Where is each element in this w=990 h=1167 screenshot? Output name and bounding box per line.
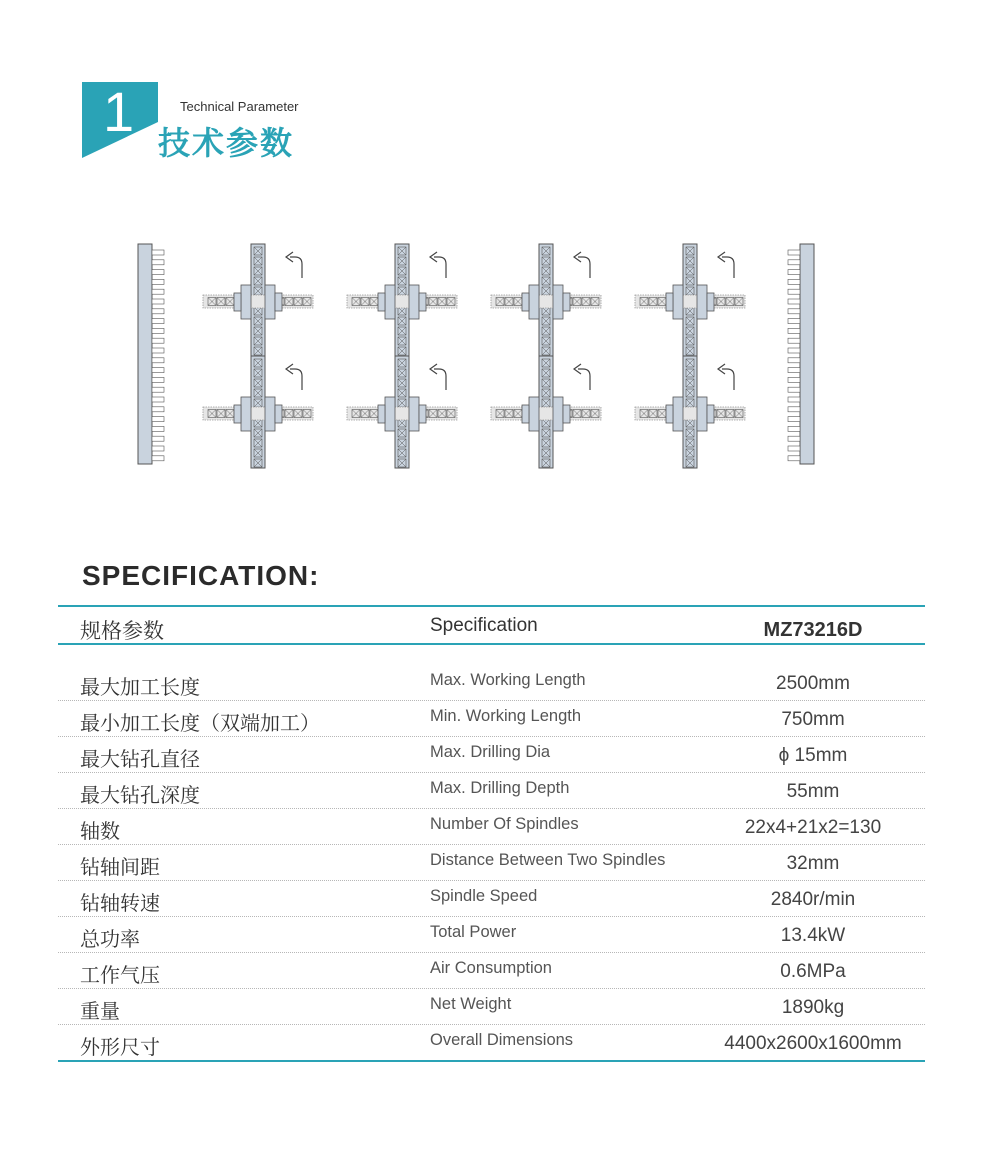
rotate-arrow-icon — [722, 257, 734, 278]
row-cn: 轴数 — [80, 819, 120, 843]
rotate-arrow-icon — [434, 369, 446, 390]
rotate-arrow-icon — [434, 257, 446, 278]
row-cn: 最大钻孔直径 — [80, 747, 200, 771]
row-value: 2500mm — [776, 673, 850, 694]
table-row — [58, 917, 925, 953]
row-cn: 最大加工长度 — [80, 675, 200, 699]
rotate-arrow-icon — [578, 257, 590, 278]
row-en: Max. Drilling Dia — [430, 743, 551, 761]
row-cn: 钻轴间距 — [80, 855, 160, 879]
row-value: 1890kg — [781, 997, 845, 1018]
row-en: Overall Dimensions — [430, 1031, 574, 1049]
row-cn: 最大钻孔深度 — [80, 783, 200, 807]
table-bottom-rule — [58, 1060, 925, 1062]
drill-head-horizontal — [491, 295, 601, 308]
row-cn: 最小加工长度（双端加工） — [80, 711, 320, 735]
drill-head-horizontal — [491, 407, 601, 420]
specification-table — [58, 605, 925, 1062]
row-en: Spindle Speed — [430, 887, 538, 905]
table-row — [58, 1025, 925, 1060]
rotate-arrow-icon — [290, 369, 302, 390]
header-en: Specification — [430, 615, 538, 636]
row-cn: 总功率 — [80, 927, 140, 951]
drill-head-horizontal — [203, 407, 313, 420]
row-en: Max. Drilling Depth — [430, 779, 570, 797]
row-value: 55mm — [786, 781, 840, 802]
row-en: Distance Between Two Spindles — [430, 851, 666, 869]
drill-head-horizontal — [347, 407, 457, 420]
row-value: 32mm — [786, 853, 840, 874]
table-row — [58, 809, 925, 845]
side-spindle-bar — [138, 244, 152, 464]
table-row — [58, 737, 925, 773]
row-value: 750mm — [781, 709, 845, 730]
table-header-row — [58, 607, 925, 643]
row-value: 0.6MPa — [780, 961, 846, 982]
row-en: Min. Working Length — [430, 707, 582, 725]
row-en: Net Weight — [430, 995, 512, 1013]
table-row — [58, 845, 925, 881]
section-number: 1 — [103, 80, 135, 143]
drill-head-horizontal — [635, 407, 745, 420]
row-en: Air Consumption — [430, 959, 552, 977]
rotate-arrow-icon — [578, 369, 590, 390]
table-row — [58, 665, 925, 701]
row-value: 4400x2600x1600mm — [724, 1033, 902, 1054]
row-cn: 外形尺寸 — [80, 1035, 160, 1059]
rotate-arrow-icon — [722, 369, 734, 390]
row-value: 13.4kW — [780, 925, 846, 946]
row-en: Number Of Spindles — [430, 815, 579, 833]
section-title-cn: 技术参数 — [158, 124, 295, 162]
row-en: Total Power — [430, 923, 517, 941]
row-value: 22x4+21x2=130 — [744, 817, 882, 838]
drill-head-horizontal — [203, 295, 313, 308]
side-spindle-bar — [800, 244, 814, 464]
row-cn: 工作气压 — [80, 963, 160, 987]
table-row — [58, 773, 925, 809]
specification-heading: SPECIFICATION: — [82, 560, 320, 591]
table-row — [58, 953, 925, 989]
table-row — [58, 701, 925, 737]
row-en: Max. Working Length — [430, 671, 586, 689]
section-subtitle-en: Technical Parameter — [180, 99, 299, 114]
row-value: 2840r/min — [770, 889, 856, 910]
row-cn: 重量 — [80, 999, 120, 1023]
spindle-layout-diagram — [130, 236, 830, 476]
table-row — [58, 881, 925, 917]
drill-head-horizontal — [635, 295, 745, 308]
table-row — [58, 989, 925, 1025]
header-cn: 规格参数 — [80, 619, 164, 643]
row-cn: 钻轴转速 — [80, 891, 160, 915]
drill-head-horizontal — [347, 295, 457, 308]
header-model: MZ73216D — [763, 619, 863, 641]
rotate-arrow-icon — [290, 257, 302, 278]
row-value: ϕ 15mm — [778, 745, 848, 766]
